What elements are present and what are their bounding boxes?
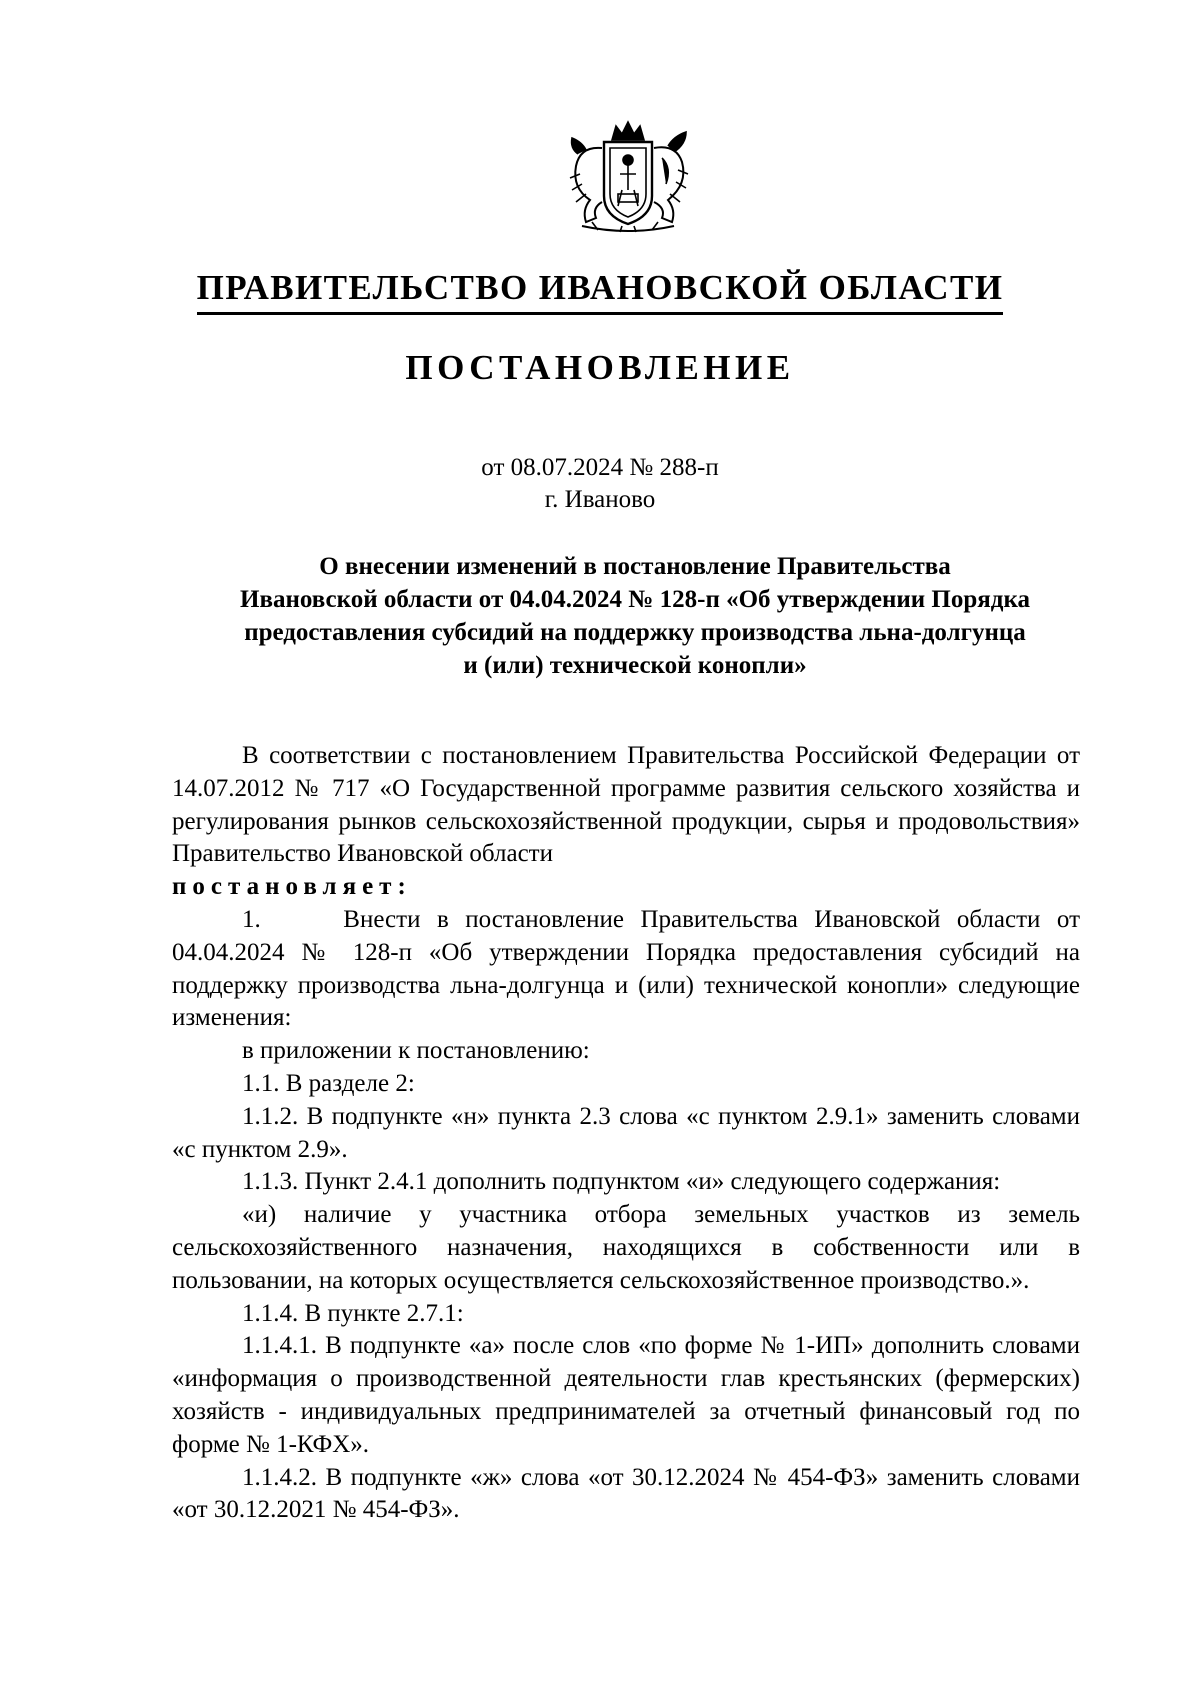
body-paragraph: 1. Внести в постановление Правительства Ивановской области от 04.04.2024 № 128-п «Об утверждении Порядка предоставления субсидий на поддержку производства льна-долгунца и (или) технической конопли» следующие изменения: bbox=[172, 905, 1087, 1032]
preamble-paragraph: В соответствии с постановлением Правительства Российской Федерации от 14.07.2012 № 717 «О Государственной программе развития сельского хозяйства и регулирования рынков сельскохозяйственной продукции, сырья и продовольствия» Правительство Ивановской области bbox=[172, 742, 1080, 868]
document-city: г. Иваново bbox=[544, 486, 656, 513]
coat-of-arms-icon bbox=[562, 118, 694, 234]
government-title-text: ПРАВИТЕЛЬСТВО ИВАНОВСКОЙ ОБЛАСТИ bbox=[197, 266, 1004, 315]
document-heading bbox=[170, 550, 1100, 682]
body-paragraph: 1.1.4.2. В подпункте «ж» слова «от 30.12.2024 № 454-ФЗ» заменить словами «от 30.12.2021 № 454-ФЗ». bbox=[172, 1463, 1080, 1524]
body-paragraph: «и) наличие у участника отбора земельных участков из земель сельскохозяйственного назначения, находящихся в собственности или в пользовании, на которых осуществляется сельскохозяйственное производство.». bbox=[172, 1201, 1080, 1294]
heading-line: предоставления субсидий на поддержку производства льна-долгунца bbox=[244, 619, 1026, 646]
resolves-text: постановляет: bbox=[172, 873, 412, 901]
document-date-number: от 08.07.2024 № 288-п bbox=[481, 454, 719, 481]
heading-line: и (или) технической конопли» bbox=[463, 652, 807, 679]
body-paragraph: 1.1.2. В подпункте «н» пункта 2.3 слова «с пунктом 2.9.1» заменить словами «с пунктом 2.9». bbox=[172, 1102, 1080, 1163]
document-body bbox=[172, 740, 1087, 1527]
body-paragraph: 1.1.4. В пункте 2.7.1: bbox=[242, 1299, 464, 1327]
heading-line: О внесении изменений в постановление Правительства bbox=[319, 553, 951, 580]
body-paragraph: в приложении к постановлению: bbox=[242, 1037, 590, 1065]
resolves-line bbox=[172, 871, 1080, 904]
document-type: ПОСТАНОВЛЕНИЕ bbox=[405, 348, 795, 387]
heading-line: Ивановской области от 04.04.2024 № 128-п «Об утверждении Порядка bbox=[240, 586, 1030, 613]
government-title bbox=[0, 266, 1200, 315]
body-paragraph: 1.1.3. Пункт 2.4.1 дополнить подпунктом «и» следующего содержания: bbox=[242, 1168, 1001, 1196]
body-paragraph: 1.1.4.1. В подпункте «а» после слов «по форме № 1-ИП» дополнить словами «информация о производственной деятельности глав крестьянских (фермерских) хозяйств - индивидуальных предпринимателей за отчетный финансовый год по форме № 1-КФХ». bbox=[172, 1332, 1080, 1458]
body-paragraph: 1.1. В разделе 2: bbox=[242, 1069, 415, 1097]
